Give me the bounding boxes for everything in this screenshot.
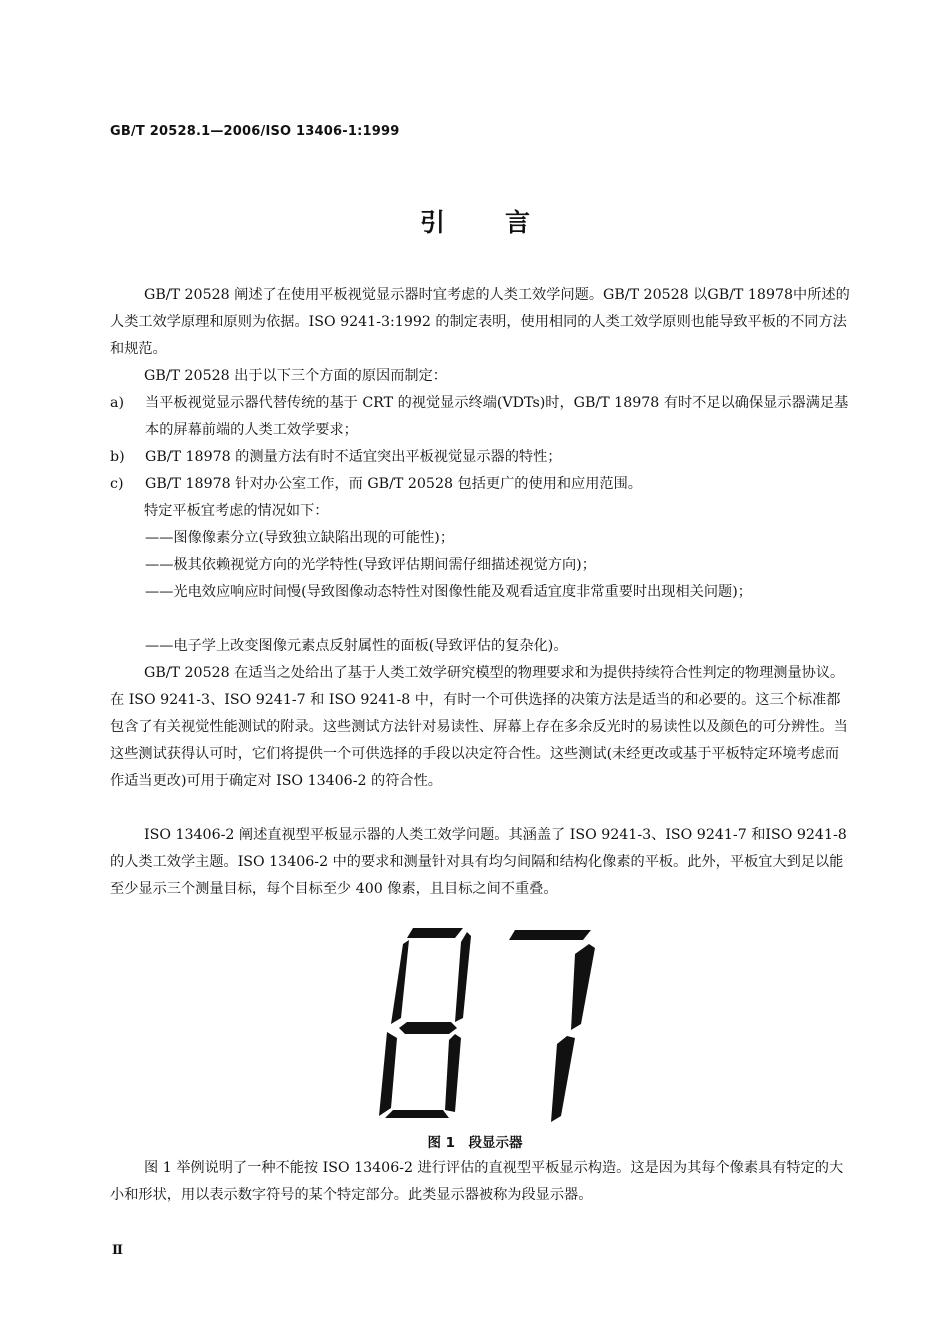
page-number: Ⅱ — [112, 1243, 123, 1258]
segment-a — [407, 928, 463, 938]
segment-c — [445, 1034, 461, 1112]
after-figure-paragraph: 图 1 举例说明了一种不能按 ISO 13406-2 进行评估的直视型平板显示构造。这是因为其每个像素具有特定的大小和形状，用以表示数字符号的某个特定部分。此类显示器被称为段显示器。 — [110, 1160, 844, 1203]
intro-paragraph-1: GB/T 20528 阐述了在使用平板视觉显示器时宜考虑的人类工效学问题。GB/T 20528 以GB/T 18978中所述的人类工效学原理和原则为依据。ISO 9241-3:1992 的制定表明，使用相同的人类工效学原则也能导致平板的不同方法和规范。 — [110, 287, 850, 357]
reason-label: a) — [110, 395, 124, 411]
special-item: ——极其依赖视觉方向的光学特性(导致评估期间需仔细描述视觉方向)； — [145, 557, 596, 573]
intro-paragraph-2: GB/T 20528 出于以下三个方面的原因而制定： — [144, 368, 447, 384]
section-title: 引言 — [419, 208, 590, 237]
iso-paragraph: ISO 13406-2 阐述直视型平板显示器的人类工效学问题。其涵盖了 ISO 9241-3、ISO 9241-7 和ISO 9241-8的人类工效学主题。ISO 13406-2 中的要求和测量针对具有均匀间隔和结构化像素的平板。此外，平板宜大到足以能至少显示三个测量目标，每个目标至少 400 像素，且目标之间不重叠。 — [110, 827, 847, 897]
reason-item-b — [110, 444, 850, 471]
digit-7-segments — [509, 930, 595, 1122]
segment-c — [551, 1036, 575, 1122]
reason-label: b) — [110, 449, 125, 465]
reason-item-c — [110, 471, 850, 498]
segment-e — [379, 1032, 397, 1116]
figure-caption: 图 1 段显示器 — [427, 1135, 523, 1151]
special-item: ——光电效应响应时间慢(导致图像动态特性对图像性能及观看适宜度非常重要时出现相关问题)； — [145, 584, 752, 600]
segment-g — [399, 1022, 457, 1034]
special-intro: 特定平板宜考虑的情况如下： — [144, 503, 329, 519]
digit-8-segments — [379, 928, 471, 1118]
reason-text: GB/T 18978 的测量方法有时不适宜突出平板视觉显示器的特性； — [145, 449, 562, 465]
special-item: ——电子学上改变图像元素点反射属性的面板(导致评估的复杂化)。 — [145, 638, 568, 654]
protocol-paragraph: GB/T 20528 在适当之处给出了基于人类工效学研究模型的物理要求和为提供持续符合性判定的物理测量协议。在 ISO 9241-3、ISO 9241-7 和 ISO 9241-8 中，有时一个可供选择的决策方法是适当的和必要的。这三个标准都包含了有关视觉性能测试的附录。这些测试方法针对易读性、屏幕上存在多余反光时的易读性以及颜色的可分辨性。当这些测试获得认可时，它们将提供一个可供选择的手段以决定符合性。这些测试(未经更改或基于平板特定环境考虑而作适当更改)可用于确定对 ISO 13406-2 的符合性。 — [110, 665, 848, 789]
segment-f — [391, 940, 409, 1024]
document-header-code: GB/T 20528.1—2006/ISO 13406-1:1999 — [110, 124, 400, 139]
reason-item-a — [110, 390, 850, 444]
special-item: ——图像像素分立(导致独立缺陷出现的可能性)； — [145, 530, 455, 546]
segment-b — [571, 944, 595, 1030]
reason-label: c) — [110, 476, 124, 492]
segment-a — [509, 930, 591, 940]
seven-segment-display-figure — [363, 926, 603, 1126]
reason-text: GB/T 18978 针对办公室工作，而 GB/T 20528 包括更广的使用和应用范围。 — [145, 476, 642, 492]
segment-d — [385, 1110, 449, 1118]
segment-b — [455, 932, 471, 1022]
reason-text: 当平板视觉显示器代替传统的基于 CRT 的视觉显示终端(VDTs)时，GB/T 18978 有时不足以确保显示器满足基本的屏幕前端的人类工效学要求； — [145, 395, 849, 438]
